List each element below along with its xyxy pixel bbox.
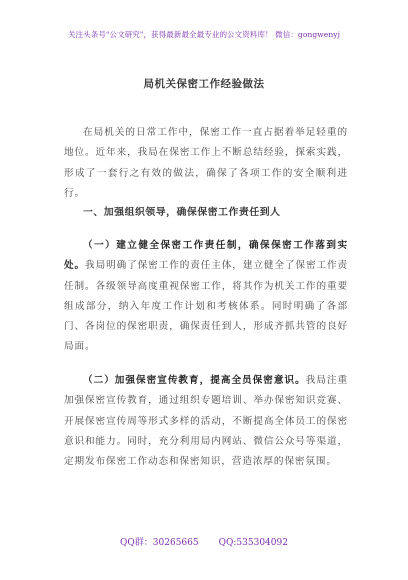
contact-footer — [0, 535, 408, 548]
paragraph-2-body: 我局注重加强保密宣传教育，通过组织专题培训、举办保密知识竞赛、开展保密宣传周等形式多样的活动，不断提高全体员工的保密意识和能力。同时，充分利用局内网站、微信公众号等渠道，定期发布保密工作动态和保密知识，营造浓厚的保密氛围。 — [64, 375, 348, 468]
document-title: 局机关保密工作经验做法 — [143, 78, 265, 90]
paragraph-1-lead: （一）建立健全保密工作责任制，确保保密工作落到实处。 — [64, 240, 348, 272]
paragraph-1-body: 我局明确了保密工作的责任主体，建立健全了保密工作责任制。各级领导高度重视保密工作，将其作为机关工作的重要组成部分，纳入年度工作计划和考核体系。同时明确了各部门、各岗位的保密职责，确保责任到人，形成齐抓共管的良好局面。 — [64, 260, 348, 353]
promo-banner: 关注头条号"公文研究"，获得最新最全最专业的公文资料库！ 微信：gongwenyj — [67, 30, 341, 39]
qq-number-text: QQ:535304092 — [218, 538, 288, 548]
paragraph-1 — [64, 236, 348, 358]
qq-group-text: QQ群：30265665 — [120, 538, 199, 548]
intro-paragraph: 在局机关的日常工作中，保密工作一直占据着举足轻重的地位。近年来，我局在保密工作上不断总结经验，探索实践，形成了一套行之有效的做法，确保了各项工作的安全顺利进行。 — [64, 127, 348, 199]
paragraph-2-lead: （二）加强保密宣传教育，提高全员保密意识。 — [83, 375, 306, 386]
paragraph-2 — [64, 371, 348, 472]
section-heading: 一、加强组织领导，确保保密工作责任到人 — [83, 207, 281, 218]
